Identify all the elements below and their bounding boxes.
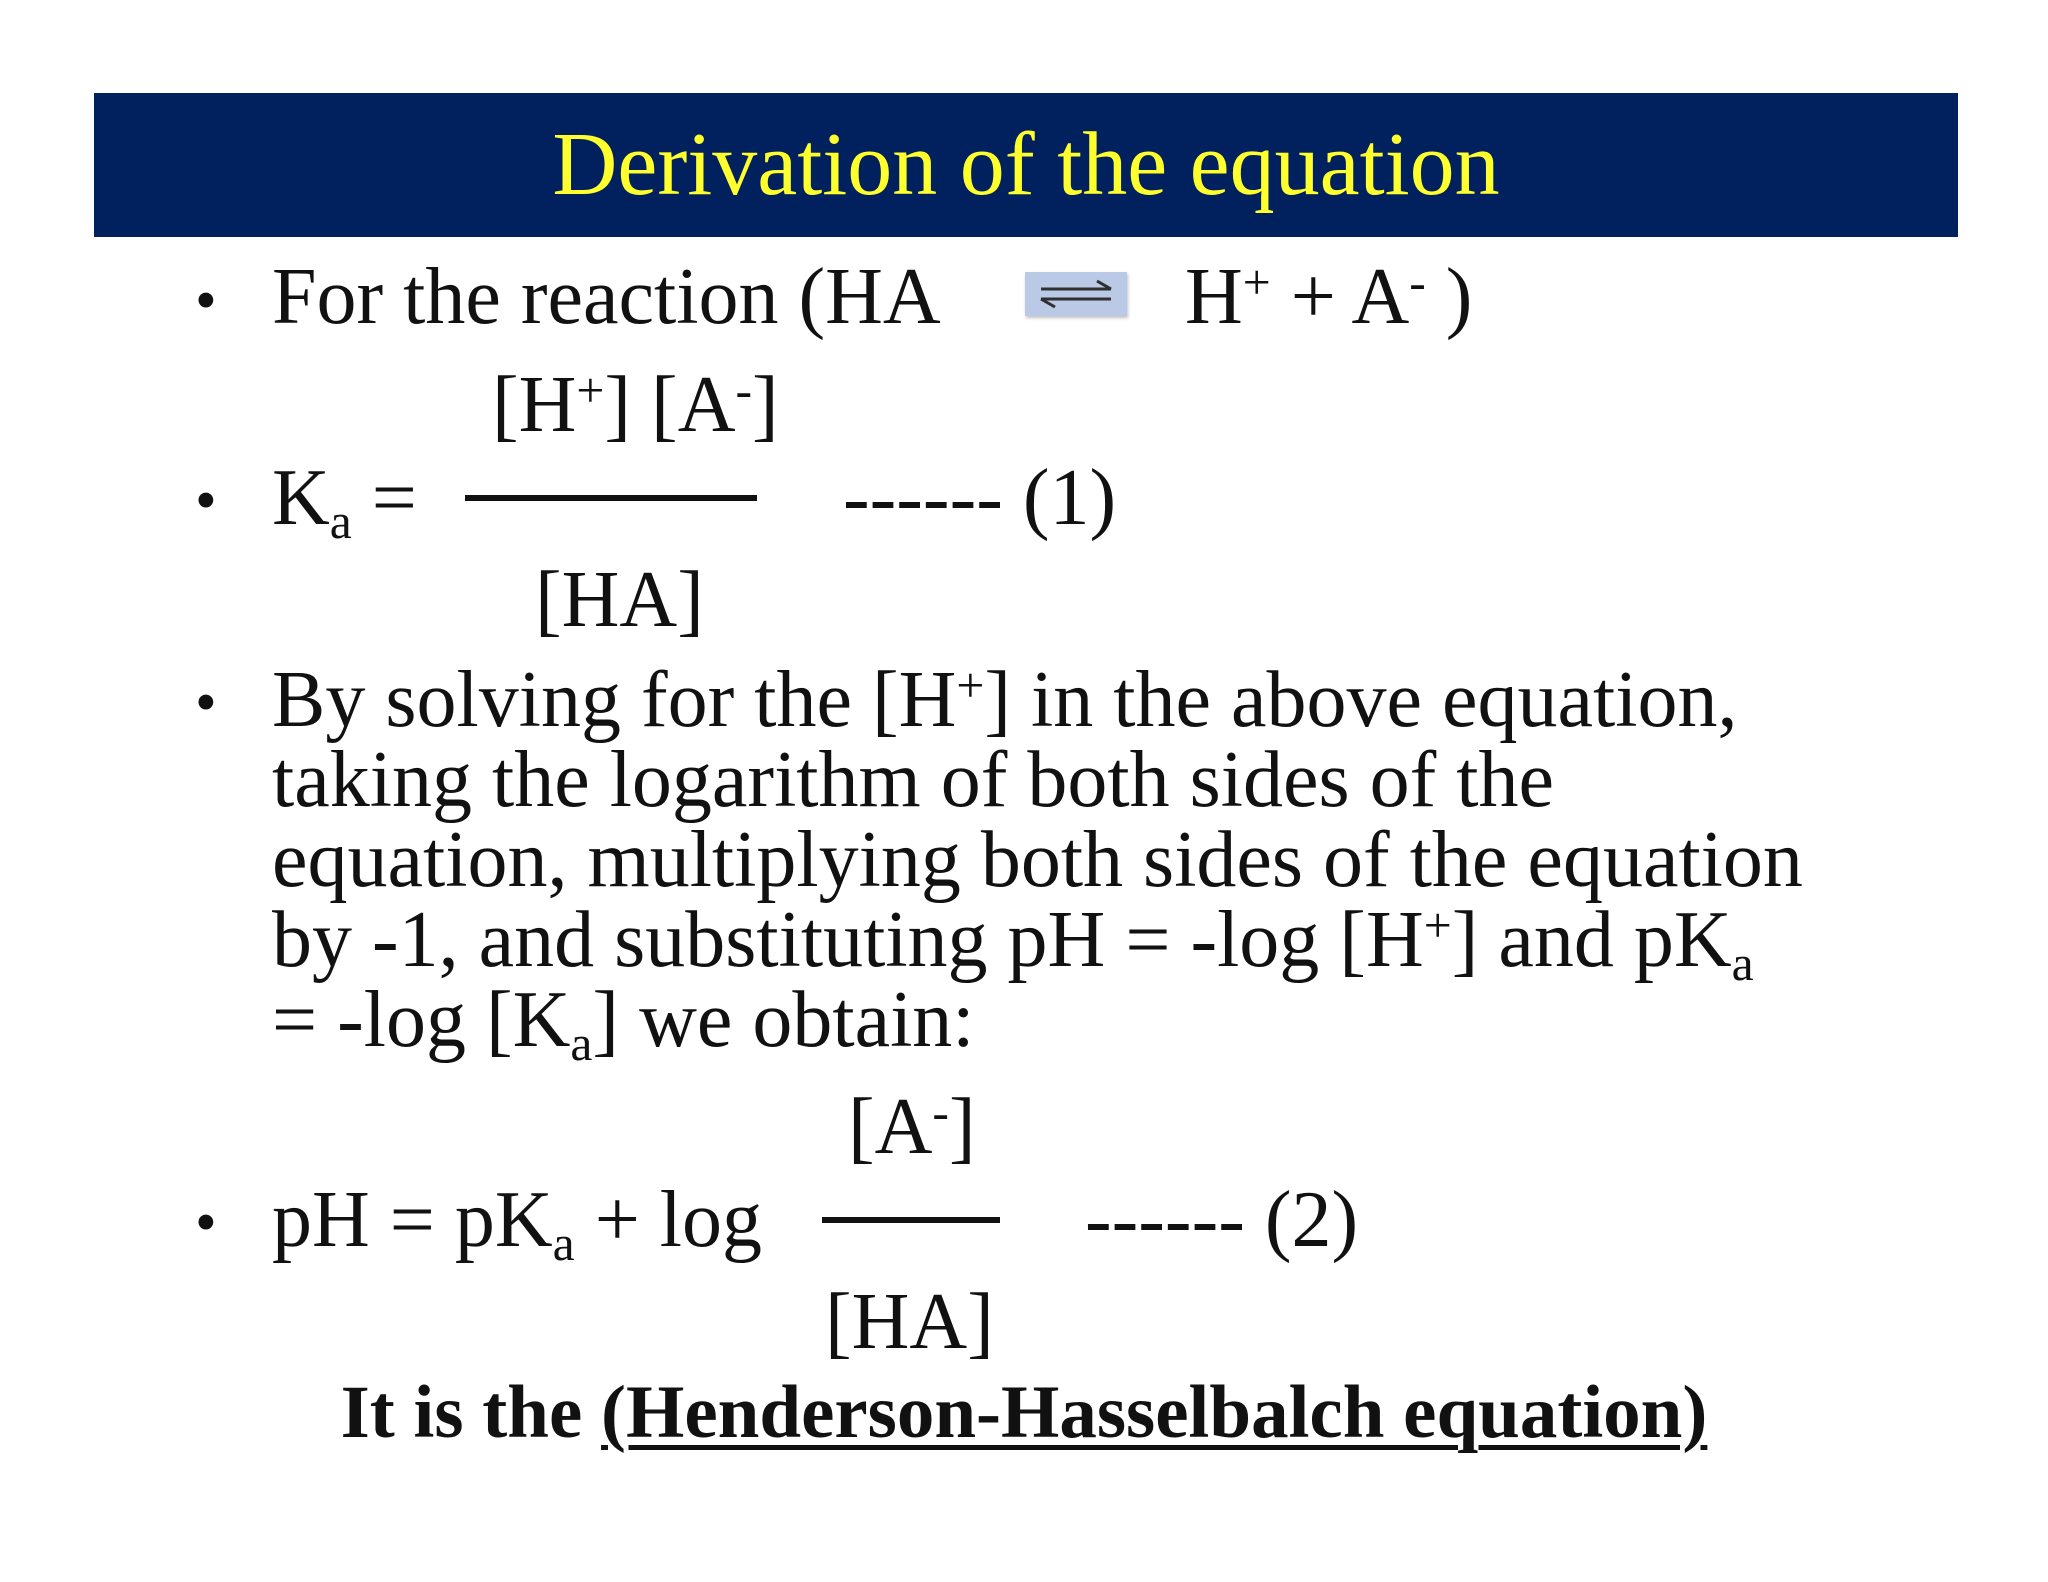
hh-lhs-part-b: + log [574,1176,763,1264]
hh-fraction-bar [822,1217,1000,1223]
hh-num-open: [A [848,1083,933,1171]
hh-num-charge: - [932,1085,949,1141]
derivation-line-3: equation, multiplying both sides of the equation [272,816,1803,904]
line5-part-b: ] we obtain: [592,976,975,1064]
ka-num-h-open: [H [492,361,577,449]
bullet-marker: • [195,1189,217,1257]
bullet-marker: • [195,267,217,335]
hh-denominator: [HA] [825,1278,994,1366]
derivation-line-2: taking the logarithm of both sides of the [272,736,1554,824]
reaction-right [1185,253,1473,341]
bullet-marker: • [195,669,217,737]
ka-num-h-charge: + [576,363,605,419]
line1-part-a: By solving for the [H [272,656,957,744]
ka-num-a-charge: - [735,363,752,419]
line1-part-b: ] in the above equation, [984,656,1738,744]
derivation-line-5 [272,976,1803,1071]
derivation-line-1 [272,656,1803,744]
line4-part-a: by -1, and substituting pH = -log [H [272,896,1424,984]
hh-numerator [848,1083,976,1171]
hh-num-close: ] [948,1083,976,1171]
hh-equation-label: ------ (2) [1085,1176,1359,1264]
line4-subscript: a [1731,935,1754,991]
line5-part-a: = -log [K [272,976,571,1064]
ka-numerator [492,361,779,449]
slide-title: Derivation of the equation [552,115,1500,214]
henderson-hasselbalch-label: (Henderson-Hasselbalch equation) [601,1371,1708,1454]
conclusion-prefix: It is the [340,1371,602,1454]
line4-part-b: ] and pK [1451,896,1732,984]
conclusion-line [0,1371,2048,1454]
ka-symbol: K [272,454,330,542]
reaction-h: H [1185,253,1243,341]
a-charge: - [1409,255,1426,311]
reaction-close: ) [1425,253,1473,341]
hh-lhs-subscript: a [552,1215,575,1271]
h-charge: + [1242,255,1271,311]
reaction-left [272,253,941,341]
hh-lhs-part-a: pH = pK [272,1176,553,1264]
ka-fraction-bar [465,495,757,501]
reaction-prefix: For the reaction (HA [272,253,941,341]
line1-charge: + [956,658,985,714]
ka-equals: = [351,454,417,542]
ka-num-mid: ] [A [604,361,736,449]
hh-lhs [272,1176,763,1271]
reaction-plus-a: + A [1270,253,1410,341]
equilibrium-arrows-icon [1025,272,1127,316]
title-bar [94,93,1958,237]
ka-denominator: [HA] [535,556,704,644]
derivation-line-4 [272,896,1803,991]
ka-num-close: ] [751,361,779,449]
ka-lhs [272,454,417,549]
derivation-paragraph [272,656,1803,1071]
line4-charge: + [1423,898,1452,954]
ka-subscript: a [329,493,352,549]
ka-equation-label: ------ (1) [843,454,1117,542]
bullet-marker: • [195,467,217,535]
line5-subscript: a [570,1015,593,1071]
